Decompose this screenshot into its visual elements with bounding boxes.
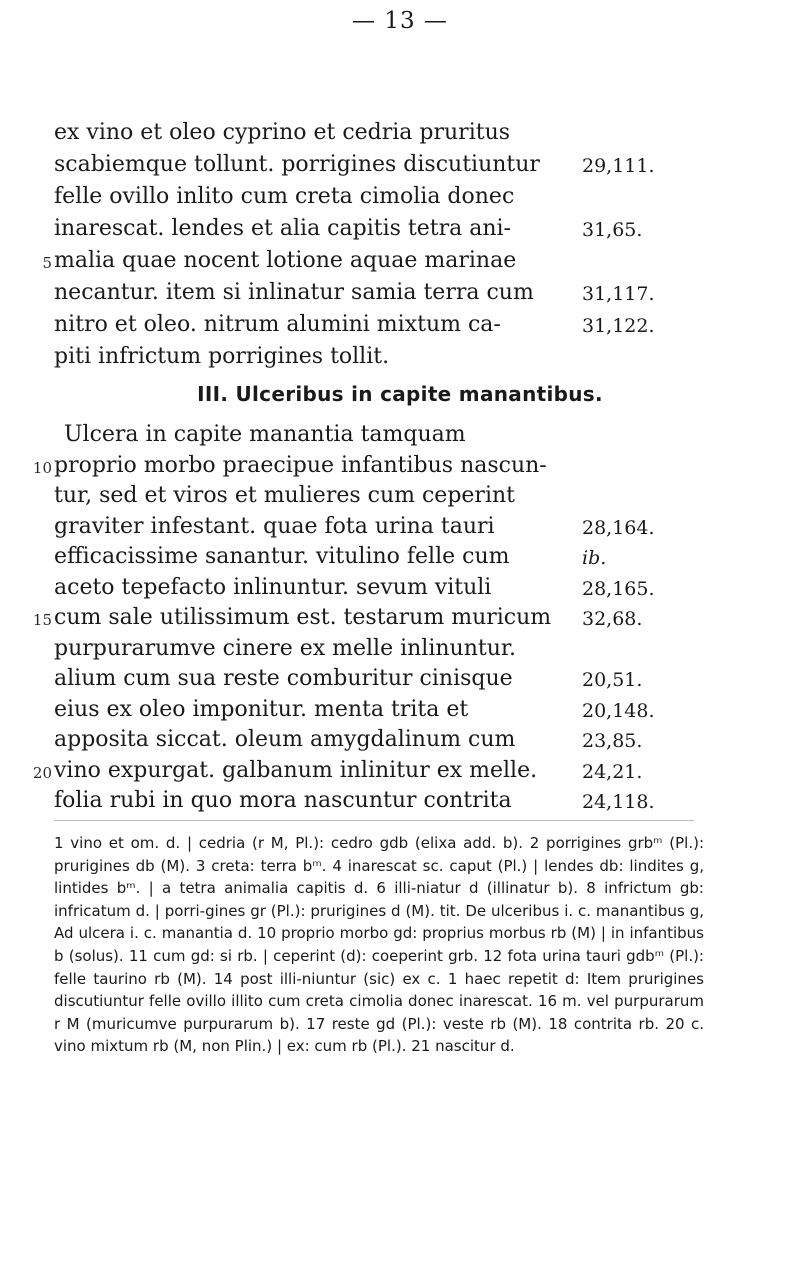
margin-reference: 31,122. (582, 315, 655, 337)
margin-reference: ib. (582, 547, 607, 569)
line-text: folia rubi in quo mora nascuntur contrita (54, 788, 512, 813)
line-text: tur, sed et viros et mulieres cum ceperint (54, 483, 515, 508)
margin-reference: 23,85. (582, 730, 643, 752)
margin-reference: 28,165. (582, 577, 655, 600)
line-text: graviter infestant. quae fota urina tauri (54, 513, 495, 539)
text-line (0, 214, 800, 248)
line-text: aceto tepefacto inlinuntur. sevum vituli (54, 574, 492, 600)
margin-reference: 31,117. (582, 283, 655, 305)
line-text: inarescat. lendes et alia capitis tetra ani- (54, 216, 511, 241)
text-line (0, 150, 800, 184)
margin-reference: 28,164. (582, 516, 655, 539)
text-line (0, 451, 800, 485)
text-line (0, 786, 800, 820)
line-text: scabiemque tollunt. porrigines discutiuntur (54, 152, 540, 177)
line-text: proprio morbo praecipue infantibus nascun- (54, 452, 547, 478)
line-text: vino expurgat. galbanum inlinitur ex melle. (54, 757, 538, 783)
line-text: felle ovillo inlito cum creta cimolia donec (54, 184, 515, 209)
text-line (0, 695, 800, 729)
text-line (0, 481, 800, 515)
line-text: efficacissime sanantur. vitulino felle cum (54, 544, 510, 569)
line-text: alium cum sua reste comburitur cinisque (54, 666, 513, 691)
margin-reference: 31,65. (582, 219, 643, 241)
apparatus-text: 1 vino et om. d. | cedria (r M, Pl.): cedro gdb (elixa add. b). 2 porrigines grbᵐ (Pl.): prurigines db (M). 3 creta: terra bᵐ. 4 inarescat sc. caput (Pl.) | lendes db: lindites g, lintides bᵐ. | a tetra animalia capitis d. 6 illi-niatur d (illinatur b). 8 infrictum gb: infricatum d. | porri-gines gr (Pl.): prurigines d (M). tit. De ulceribus i. c. manantibus g, Ad ulcera i. c. manantia d. 10 proprio morbo gd: proprius morbus rb (M) | in infantibus b (solus). 11 cum gd: si rb. | ceperint (d): coeperint grb. 12 fota urina tauri gdbᵐ (Pl.): felle taurino rb (M). 14 post illi-niuntur (sic) ex c. 1 haec repetit d: Item prurigines discutiuntur felle ovillo illito cum creta cimolia donec inarescat. 16 m. vel purpurarum r M (muricumve purpurarum b). 17 reste gd (Pl.): veste rb (M). 18 contrita rb. 20 c. vino mixtum rb (M, non Plin.) | ex: cum rb (Pl.). 21 nascitur d. (54, 834, 704, 1056)
margin-reference: 24,21. (582, 760, 643, 783)
text-line (0, 512, 800, 546)
line-text: nitro et oleo. nitrum alumini mixtum ca- (54, 312, 501, 337)
line-number: 20 (32, 763, 52, 782)
line-text: ex vino et oleo cyprino et cedria pruritus (54, 120, 511, 145)
text-line (0, 756, 800, 790)
margin-reference: 29,111. (582, 155, 655, 177)
text-line (0, 542, 800, 576)
text-line (0, 420, 800, 454)
line-text: piti infrictum porrigines tollit. (54, 344, 390, 369)
margin-reference: 20,51. (582, 669, 643, 691)
line-number: 5 (42, 254, 52, 272)
text-line (0, 310, 800, 344)
apparatus-divider (54, 820, 694, 821)
text-line (0, 246, 800, 280)
margin-reference: 20,148. (582, 699, 655, 722)
line-text: purpurarumve cinere ex melle inlinuntur. (54, 635, 516, 661)
text-line (0, 634, 800, 668)
text-line (0, 182, 800, 216)
line-number: 10 (32, 458, 52, 477)
line-text: necantur. item si inlinatur samia terra cum (54, 280, 534, 305)
text-line (0, 664, 800, 698)
margin-reference: 24,118. (582, 791, 655, 813)
line-text: Ulcera in capite manantia tamquam (64, 422, 466, 447)
margin-reference: 32,68. (582, 608, 643, 630)
line-number: 15 (32, 611, 52, 629)
text-line (0, 118, 800, 152)
critical-apparatus (54, 832, 704, 1058)
page-number: — 13 — (352, 8, 448, 34)
text-line (0, 573, 800, 607)
line-text: malia quae nocent lotione aquae marinae (54, 248, 517, 273)
section-heading: III. Ulceribus in capite manantibus. (197, 382, 603, 406)
line-text: eius ex oleo imponitur. menta trita et (54, 696, 469, 722)
line-text: apposita siccat. oleum amygdalinum cum (54, 727, 516, 752)
text-line (0, 278, 800, 312)
text-line (0, 603, 800, 637)
text-line (0, 342, 800, 376)
line-text: cum sale utilissimum est. testarum muricum (54, 605, 552, 630)
text-line (0, 725, 800, 759)
